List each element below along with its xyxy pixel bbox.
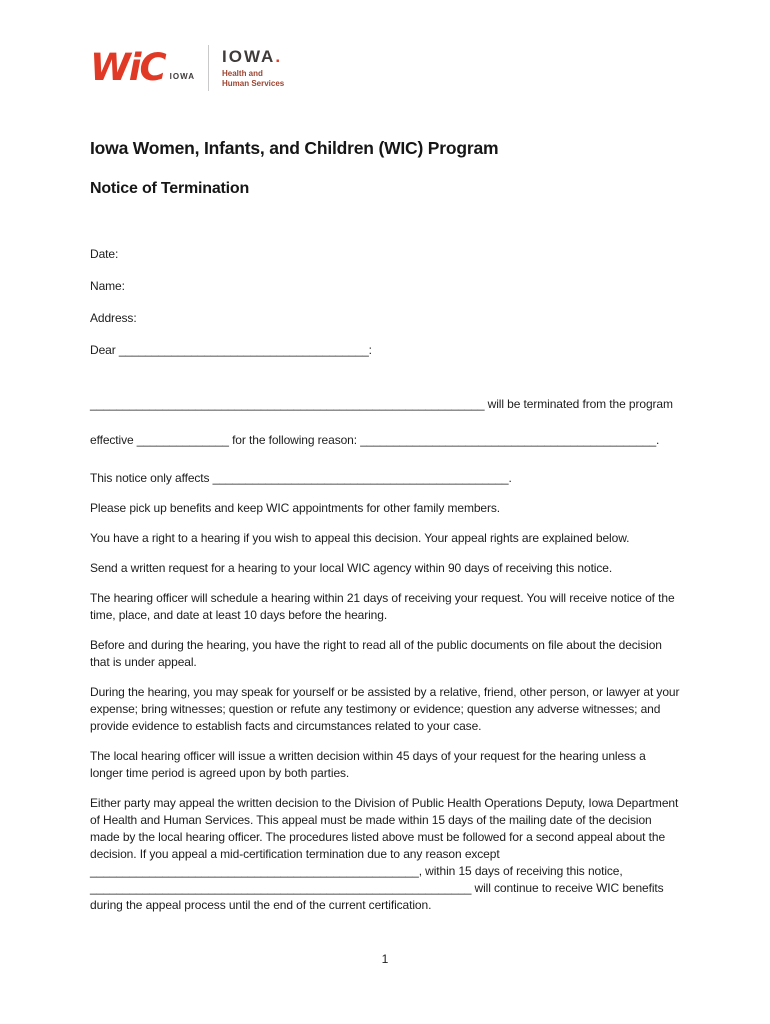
iowa-hhs-period: . (275, 47, 281, 66)
date-field: Date: (90, 247, 119, 261)
document-title: Iowa Women, Infants, and Children (WIC) Program (90, 138, 499, 158)
name-field: Name: (90, 279, 125, 293)
paragraph-pickup: Please pick up benefits and keep WIC appointments for other family members. (90, 501, 501, 515)
paragraph-speak: During the hearing, you may speak for yourself or be assisted by a relative, friend, other person, or lawyer at your expense; bring witnesses; question or refute any testimony or evidence; question any adverse witnesses; and provide evidence to establish facts and circumstances related to your case. (90, 685, 680, 733)
letter-header-fields (90, 238, 680, 366)
wic-wordmark: WiC (90, 46, 165, 89)
paragraph-affects: This notice only affects _____________________________________________. (90, 471, 512, 485)
wic-logo (90, 48, 195, 88)
iowa-hhs-subtitle (222, 69, 284, 88)
header-logos (90, 40, 680, 96)
paragraph-schedule: The hearing officer will schedule a hearing within 21 days of receiving your request. You will receive notice of the time, place, and date at least 10 days before the hearing. (90, 591, 675, 622)
iowa-hhs-name: IOWA (222, 47, 276, 66)
paragraph-decision: The local hearing officer will issue a written decision within 45 days of your request for the hearing unless a longer time period is agreed upon by both parties. (90, 749, 646, 780)
iowa-hhs-subtitle-line1: Health and (222, 69, 263, 78)
page-number: 1 (381, 952, 389, 966)
paragraph-appeal: Either party may appeal the written decision to the Division of Public Health Operations Deputy, Iowa Department of Health and Human Services. This appeal must be made within 15 days of the mailing date of the decision made by the local hearing officer. The procedures listed above must be followed for a second appeal about the decision. If you appeal a mid-certification termination due to any reason except __________________________________________________, within 15 days of receiving this notice, __________________________________________________________ will continue to receive WIC benefits during the appeal process until the end of the current certification. (90, 796, 679, 912)
iowa-hhs-wordmark (222, 48, 284, 66)
iowa-hhs-subtitle-line2: Human Services (222, 78, 285, 88)
termination-statement (90, 386, 680, 458)
document-subtitle: Notice of Termination (90, 180, 250, 197)
address-field: Address: (90, 311, 137, 325)
paragraph-send-request: Send a written request for a hearing to your local WIC agency within 90 days of receiving this notice. (90, 561, 613, 575)
iowa-hhs-logo (222, 48, 284, 88)
paragraph-right-to-hearing: You have a right to a hearing if you wish to appeal this decision. Your appeal rights are explained below. (90, 531, 630, 545)
logo-divider (208, 45, 209, 91)
salutation-line: Dear ______________________________________: (90, 343, 372, 357)
termination-statement-line1: ____________________________________________________________ will be terminated from the program (90, 397, 673, 411)
wic-caption-iowa: IOWA (169, 72, 195, 81)
termination-statement-line2: effective ______________ for the following reason: _____________________________________________. (90, 433, 660, 447)
paragraph-documents: Before and during the hearing, you have the right to read all of the public documents on file about the decision that is under appeal. (90, 638, 662, 669)
letter-body (90, 470, 680, 914)
